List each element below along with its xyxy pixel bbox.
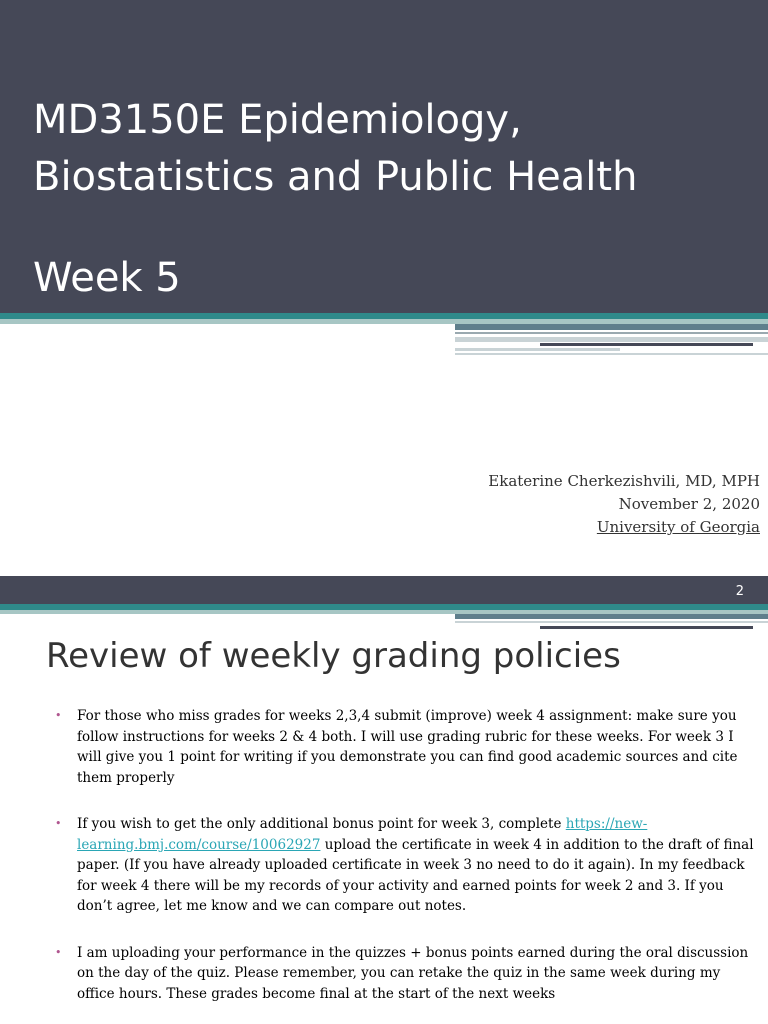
bullet-marker: •: [55, 945, 62, 959]
bullet-marker: •: [55, 817, 62, 830]
bullet-list: [0, 706, 768, 1004]
content-slide: [0, 576, 768, 1024]
accent-stripe: [540, 626, 753, 629]
course-title-line-2: Biostatistics and Public Health: [33, 154, 638, 200]
page-number: 2: [735, 584, 744, 599]
accent-stripe: [455, 621, 768, 623]
slide-title: Review of weekly grading policies: [46, 636, 621, 676]
bullet-marker: •: [55, 709, 62, 722]
bullet-item: [0, 814, 768, 917]
accent-stripe: [540, 343, 753, 346]
accent-stripe: [455, 332, 768, 334]
course-title-line-1: MD3150E Epidemiology,: [33, 97, 522, 143]
institution-name: University of Georgia: [596, 518, 760, 536]
accent-stripe: [455, 614, 768, 619]
bullet-text-after-link: upload the certificate in week 4 in addition to the draft of final paper. (If you have already uploaded certificate in week 3 no need to do it again). In my feedback for week 4 there will be my records of your activity and earned points for week 2 and 3. If you don’t agree, let me know and we can compare out notes.: [77, 836, 754, 914]
bullet-text: I am uploading your performance in the quizzes + bonus points earned during the oral discussion on the day of the quiz. Please remember, you can retake the quiz in the same week during my office hours. These grades become final at the start of the next weeks: [77, 944, 749, 1002]
week-title: Week 5: [33, 255, 181, 301]
course-link[interactable]: https://new-learning.bmj.com/course/10062927: [77, 816, 648, 853]
accent-stripe: [455, 353, 768, 355]
top-band: [0, 576, 768, 604]
bullet-item: [0, 943, 768, 1005]
course-title: [33, 92, 753, 206]
accent-stripe: [455, 324, 768, 330]
accent-stripe: [455, 337, 768, 342]
presentation-date: November 2, 2020: [618, 495, 760, 513]
bullet-item: [0, 706, 768, 788]
bullet-text-before-link: If you wish to get the only additional bonus point for week 3, complete: [77, 816, 566, 832]
author-name: Ekaterine Cherkezishvili, MD, MPH: [488, 472, 760, 490]
author-block: [260, 470, 760, 539]
bullet-text: For those who miss grades for weeks 2,3,4 submit (improve) week 4 assignment: make sure you follow instructions for weeks 2 & 4 both. I will use grading rubric for these weeks. For week 3 I will give you 1 point for writing if you demonstrate you can find good academic sources and cite them properly: [77, 708, 738, 786]
accent-stripe: [455, 348, 620, 351]
